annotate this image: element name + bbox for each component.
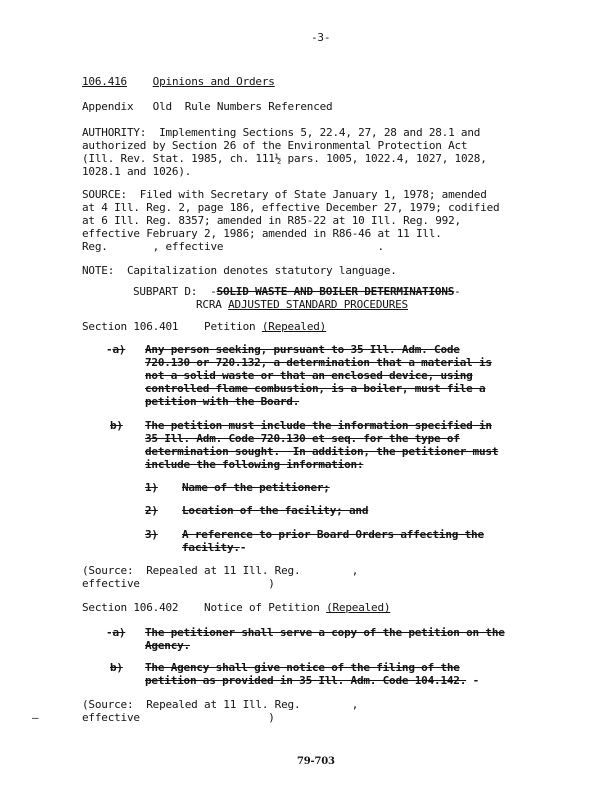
sec402-b-tail: - [466,674,479,687]
subpart-dash-end: - [454,285,461,298]
sec401-item-2-text: Location of the facility; and [182,504,369,517]
authority-line-4: 1028.1 and 1026). [82,165,192,178]
section-402-number: Section 106.402 [82,601,179,614]
sec402-a-line-2: Agency. [145,639,190,652]
subpart-rcra: RCRA [196,298,229,311]
source-line-4: effective February 2, 1986; amended in R86-46 at 11 Ill. [82,227,442,240]
sec401-item-1-label: 1) [145,481,158,494]
section-402-repealed: (Repealed) [326,601,391,614]
sec401-b-label: b) [110,419,123,432]
sec401-a-line-4: controlled flame combustion, is a boiler, must file a [145,382,486,395]
source-line-2: at 4 Ill. Reg. 2, page 186, effective December 27, 1979; codified [82,201,500,214]
sec401-item-3-tail: - [239,541,247,554]
sec401-source-line-1: (Source: Repealed at 11 Ill. Reg. , [82,564,359,577]
subpart-label: SUBPART D: [133,285,198,298]
sec401-item-1-text: Name of the petitioner; [182,481,330,494]
sec401-b-line-2: 35 Ill. Adm. Code 720.130 et seq. for the type of [145,432,460,445]
sec402-b-line-1 [145,661,460,674]
subpart-struck-title: SOLID WASTE AND BOILER DETERMINATIONS [216,285,455,298]
section-401-number: Section 106.401 [82,320,179,333]
section-401-heading [82,320,326,333]
subpart-dash: - [210,285,217,298]
sec401-b-line-4: include the following information: [145,458,364,471]
section-401-title: Petition [204,320,262,333]
authority-line-2: authorized by Section 26 of the Environmental Protection Act [82,139,468,152]
section-401-repealed: (Repealed) [261,320,327,333]
source-line-1: SOURCE: Filed with Secretary of State January 1, 1978; amended [82,188,487,201]
sec402-a-label: -a) [106,626,126,639]
authority-line-3-start: (Ill. Rev. Stat. 1985, ch. 111 [82,152,275,165]
sec401-item-3-label: 3) [145,528,158,541]
section-402-title: Notice of Petition [204,601,327,614]
sec401-a-label-text: a) [112,343,126,356]
sec401-b-line-1: The petition must include the information specified in [145,419,492,432]
sec402-source-line-2: effective ) [82,711,275,724]
source-line-5: Reg. , effective . [82,240,384,253]
subpart-new-title-end: URES [382,298,408,311]
section-number: 106.416 [82,75,127,88]
authority-line-3-end: pars. 1005, 1022.4, 1027, 1028, [281,152,487,165]
section-402-heading [82,601,390,614]
sec401-item-2-label: 2) [145,504,158,517]
sec401-a-line-3: not a solid waste or that an enclosed device, using [145,369,473,382]
sec402-b-line-2 [145,674,479,687]
sec402-source-line-1: (Source: Repealed at 11 Ill. Reg. , [82,698,359,711]
sec402-b-line-1-text: The Agency shall give notice of the filing of the [145,661,460,674]
note-line: NOTE: Capitalization denotes statutory language. [82,264,397,277]
section-heading [82,75,275,88]
source-line-3: at 6 Ill. Reg. 8357; amended in R85-22 at 10 Ill. Reg. 992, [82,214,461,227]
sec401-item-3-line-2 [182,541,246,554]
page-footer-id: 79-703 [297,756,335,767]
fraction-half: ½ [274,152,282,165]
sec401-source-line-2: effective ) [82,577,275,590]
subpart-new-title: ADJUSTED STANDARD PROCED [228,298,383,311]
appendix-line: Appendix Old Rule Numbers Referenced [82,100,333,113]
authority-line-3 [82,152,487,165]
sec402-b-line-2-text: petition as provided in 35 Ill. Adm. Code 104.142. [145,674,467,687]
sec402-a-label-text: a) [112,626,126,639]
sec402-source-margin-mark: — [32,711,39,724]
subpart-heading-line-2 [196,298,408,311]
authority-line-1: AUTHORITY: Implementing Sections 5, 22.4, 27, 28 and 28.1 and [82,126,481,139]
sec401-a-label: -a) [106,343,126,356]
sec401-item-3-line-1: A reference to prior Board Orders affecting the [182,528,484,541]
sec401-a-line-1: Any person seeking, pursuant to 35 Ill. Adm. Code [145,343,460,356]
sec401-a-line-5: petition with the Board. [145,395,300,408]
sec401-item-3-line-2-text: facility. [182,541,240,554]
sec401-a-line-2: 720.130 or 720.132, a determination that a material is [145,356,492,369]
sec401-b-line-3: determination sought. In addition, the petitioner must [145,445,499,458]
sec402-a-line-1: The petitioner shall serve a copy of the petition on the [145,626,505,639]
section-title: Opinions and Orders [152,75,275,88]
sec402-b-label: b) [110,661,123,674]
page-number: -3- [311,31,331,44]
subpart-heading [133,285,461,298]
